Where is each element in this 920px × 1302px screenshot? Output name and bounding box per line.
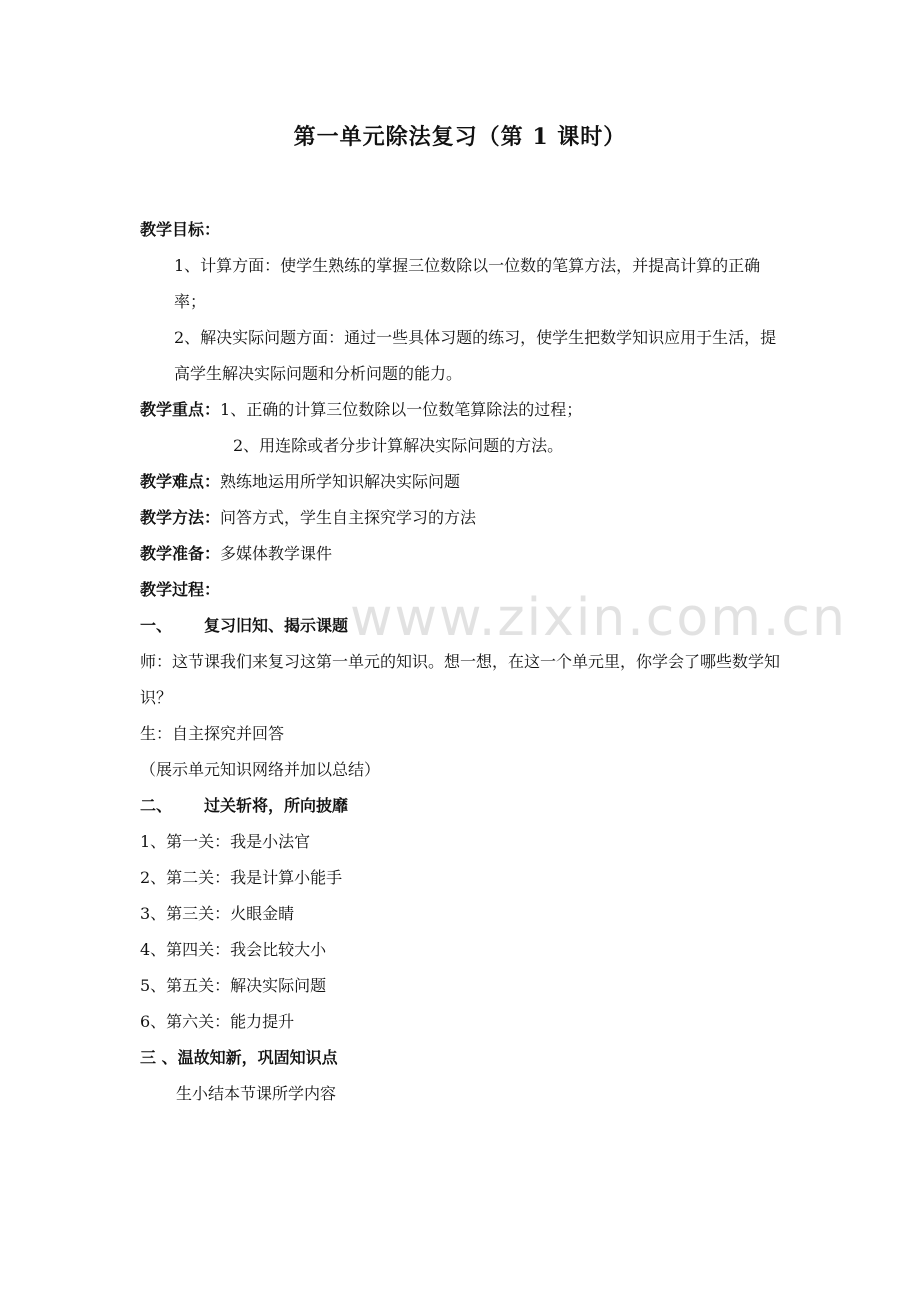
objectives-label: 教学目标：	[140, 220, 221, 239]
section-1-number: 一、	[140, 616, 173, 635]
watermark-text: www.zixin.com.cn	[350, 588, 847, 648]
list-item: 1、第一关：我是小法官	[140, 832, 311, 851]
list-item: 2、第二关：我是计算小能手	[140, 868, 343, 887]
list-item: 4、第四关：我会比较大小	[140, 940, 327, 959]
section-1-title: 复习旧知、揭示课题	[204, 616, 349, 635]
teacher-prompt: 师：这节课我们来复习这第一单元的知识。想一想，在这一个单元里，你学会了哪些数学知识？	[140, 652, 781, 707]
list-item: 3、第三关：火眼金睛	[140, 904, 295, 923]
document-title: 第一单元除法复习（第 1 课时）	[293, 124, 627, 150]
process-label: 教学过程：	[140, 580, 221, 599]
preparation-label: 教学准备：	[140, 544, 221, 563]
list-item: 5、第五关：解决实际问题	[140, 976, 327, 995]
student-response: 生：自主探究并回答	[140, 724, 285, 743]
section-2-number: 二、	[140, 796, 173, 815]
method-text: 问答方式，学生自主探究学习的方法	[220, 508, 477, 527]
section-3-text: 生小结本节课所学内容	[176, 1084, 337, 1103]
preparation-text: 多媒体教学课件	[220, 544, 333, 563]
key-points-row	[140, 392, 782, 428]
difficulty-row	[140, 464, 782, 500]
difficulty-text: 熟练地运用所学知识解决实际问题	[220, 472, 461, 491]
section-2-heading	[140, 788, 782, 824]
section-3-heading: 三 、温故知新，巩固知识点	[140, 1048, 338, 1067]
objective-item-1: 1、计算方面：使学生熟练的掌握三位数除以一位数的笔算方法，并提高计算的正确率；	[174, 256, 761, 311]
difficulty-label: 教学难点：	[140, 472, 221, 491]
key-point-item-2: 2、用连除或者分步计算解决实际问题的方法。	[233, 436, 564, 455]
method-row	[140, 500, 782, 536]
preparation-row	[140, 536, 782, 572]
key-points-label: 教学重点：	[140, 400, 221, 419]
section-2-title: 过关斩将，所向披靡	[204, 796, 349, 815]
objective-item-2: 2、解决实际问题方面：通过一些具体习题的练习，使学生把数学知识应用于生活，提高学生解决实际问题和分析问题的能力。	[174, 328, 777, 383]
document-body	[140, 212, 782, 1112]
method-label: 教学方法：	[140, 508, 221, 527]
key-point-item-1: 1、正确的计算三位数除以一位数笔算除法的过程；	[220, 400, 583, 419]
section-1-note: （展示单元知识网络并加以总结）	[140, 760, 381, 779]
list-item: 6、第六关：能力提升	[140, 1012, 295, 1031]
section-1-heading	[140, 608, 782, 644]
